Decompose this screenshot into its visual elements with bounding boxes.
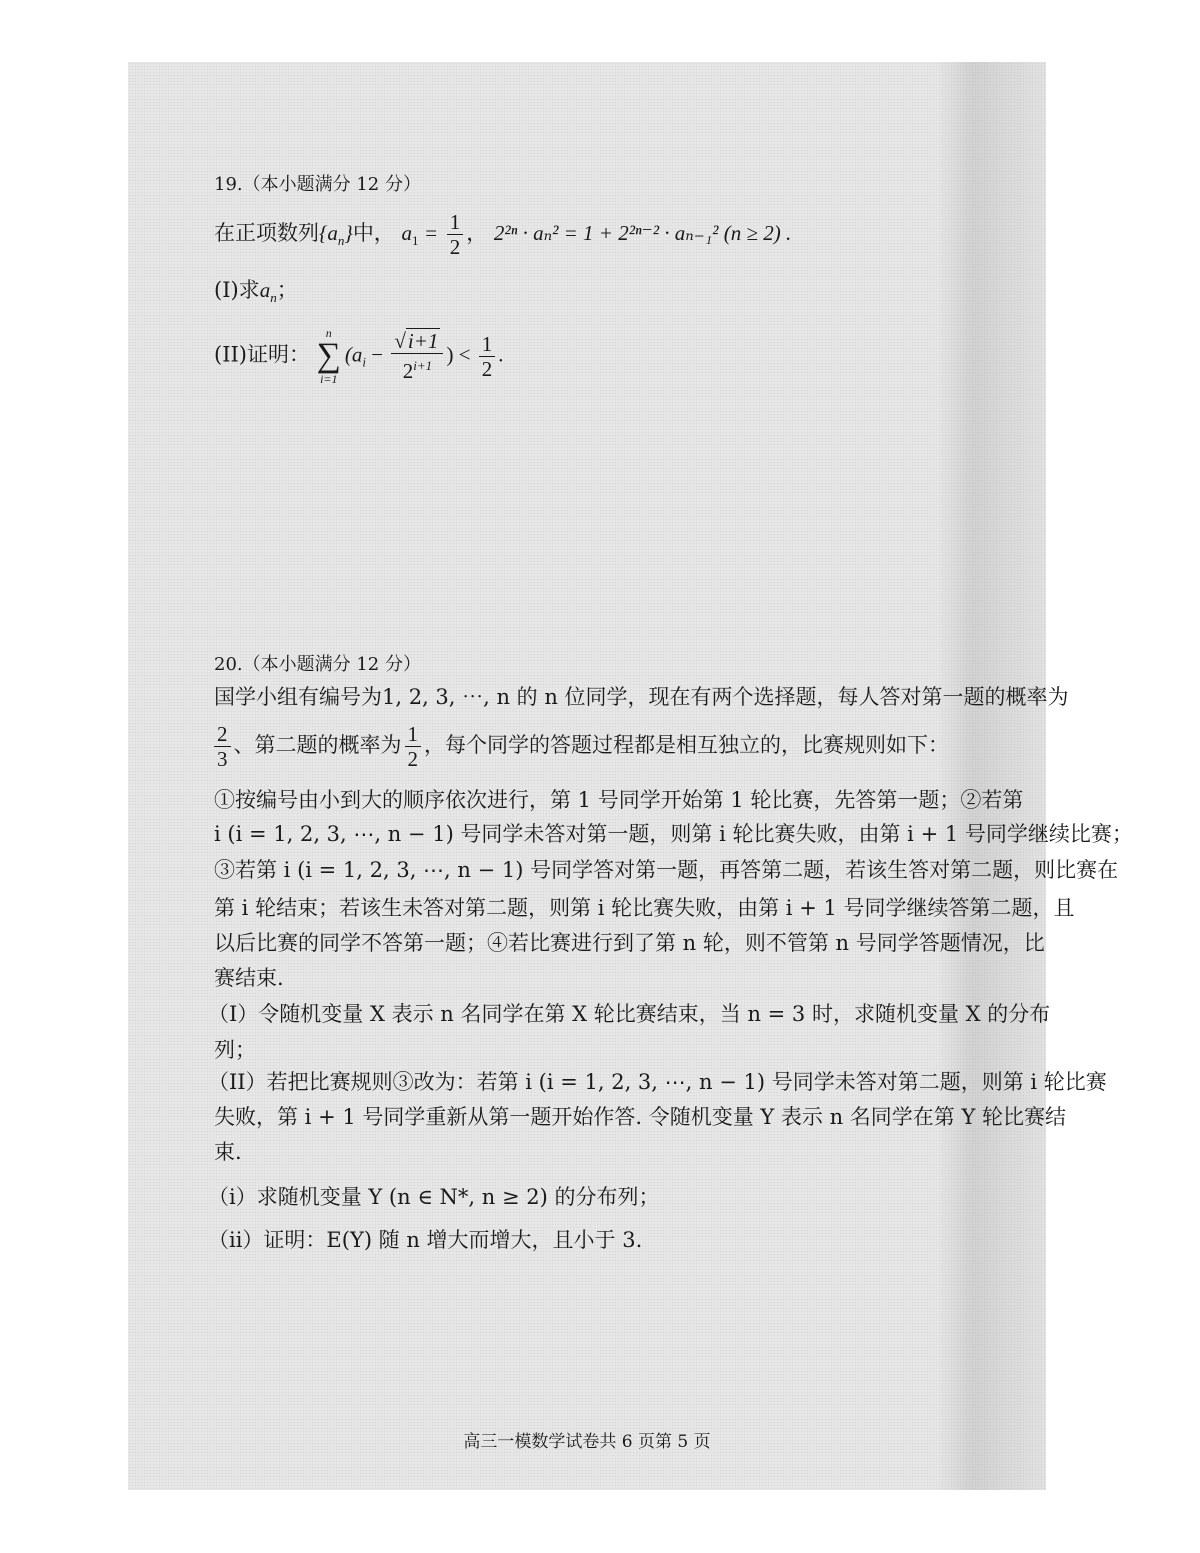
fraction-one-half: $\frac{1}{2}$ bbox=[447, 210, 464, 259]
fraction-one-half-q20: $\frac{1}{2}$ bbox=[405, 722, 422, 771]
q20-line-6: 第 i 轮结束；若该生未答对第二题，则第 i 轮比赛失败，由第 i + 1 号同学继续答第二题，且 bbox=[214, 896, 1075, 920]
fraction-two-thirds: $\frac{2}{3}$ bbox=[214, 722, 231, 771]
q19-header: 19.（本小题满分 12 分） bbox=[214, 174, 421, 195]
q20-line-2: $\frac{2}{3}$ 、第二题的概率为 $\frac{1}{2}$ ，每个同学的答题过程都是相互独立的，比赛规则如下： bbox=[214, 722, 949, 771]
q19-recurrence: 2²ⁿ · aₙ² = 1 + 2²ⁿ⁻² · aₙ₋₁² (n ≥ 2) . bbox=[493, 221, 792, 245]
q20-part2-line-1: （II）若把比赛规则③改为：若第 i (i = 1, 2, 3, ⋯, n − 1) 号同学未答对第二题，则第 i 轮比赛 bbox=[208, 1070, 1107, 1094]
q19-part2: (II)证明： n ∑ i=1 ($a_i$ − $\frac{√i+1}{2^{i+1}}$ ) < $\frac{1}{2}$ . bbox=[214, 326, 504, 386]
page-footer: 高三一模数学试卷共 6 页第 5 页 bbox=[463, 1432, 711, 1452]
exam-page bbox=[128, 62, 1133, 1490]
q20-line-5: ③若第 i (i = 1, 2, 3, ⋯, n − 1) 号同学答对第一题，再答第二题，若该生答对第二题，则比赛在 bbox=[214, 858, 1119, 882]
q20-part2-ii: （ii）证明：E(Y) 随 n 增大而增大，且小于 3. bbox=[208, 1228, 643, 1252]
fraction-one-half-rhs: $\frac{1}{2}$ bbox=[479, 332, 496, 381]
fraction-sqrt-over-power: $\frac{√i+1}{2^{i+1}}$ bbox=[391, 329, 443, 383]
q20-part2-line-2: 失败，第 i + 1 号同学重新从第一题开始作答. 令随机变量 Y 表示 n 名同学在第 Y 轮比赛结 bbox=[214, 1105, 1067, 1129]
q20-line-3: ①按编号由小到大的顺序依次进行，第 1 号同学开始第 1 轮比赛，先答第一题；②若第 bbox=[214, 788, 1024, 812]
q20-part1-line-2: 列； bbox=[214, 1038, 256, 1062]
q20-line-4: i (i = 1, 2, 3, ⋯, n − 1) 号同学未答对第一题，则第 i 轮比赛失败，由第 i + 1 号同学继续比赛； bbox=[214, 822, 1133, 846]
q20-line-1: 国学小组有编号为1, 2, 3, ⋯, n 的 n 位同学，现在有两个选择题，每人答对第一题的概率为 bbox=[214, 685, 1069, 709]
q20-part1-line-1: （I）令随机变量 X 表示 n 名同学在第 X 轮比赛结束，当 n = 3 时，求随机变量 X 的分布 bbox=[208, 1002, 1051, 1026]
q20-header: 20.（本小题满分 12 分） bbox=[214, 654, 421, 675]
summation-symbol: n ∑ i=1 bbox=[316, 326, 341, 386]
q19-part1: (I)求$a_n$； bbox=[214, 278, 298, 306]
q20-line-7: 以后比赛的同学不答第一题；④若比赛进行到了第 n 轮，则不管第 n 号同学答题情况，比 bbox=[214, 931, 1045, 955]
q19-statement: 在正项数列$\{a_n\}$中， $a_1$ = $\frac{1}{2}$ ， 2²ⁿ · aₙ² = 1 + 2²ⁿ⁻² · aₙ₋₁² (n ≥ 2) . bbox=[214, 210, 792, 259]
q20-line-8: 赛结束. bbox=[214, 966, 284, 990]
q20-part2-i: （i）求随机变量 Y (n ∈ N*, n ≥ 2) 的分布列； bbox=[208, 1185, 660, 1209]
q20-part2-line-3: 束. bbox=[214, 1140, 242, 1164]
